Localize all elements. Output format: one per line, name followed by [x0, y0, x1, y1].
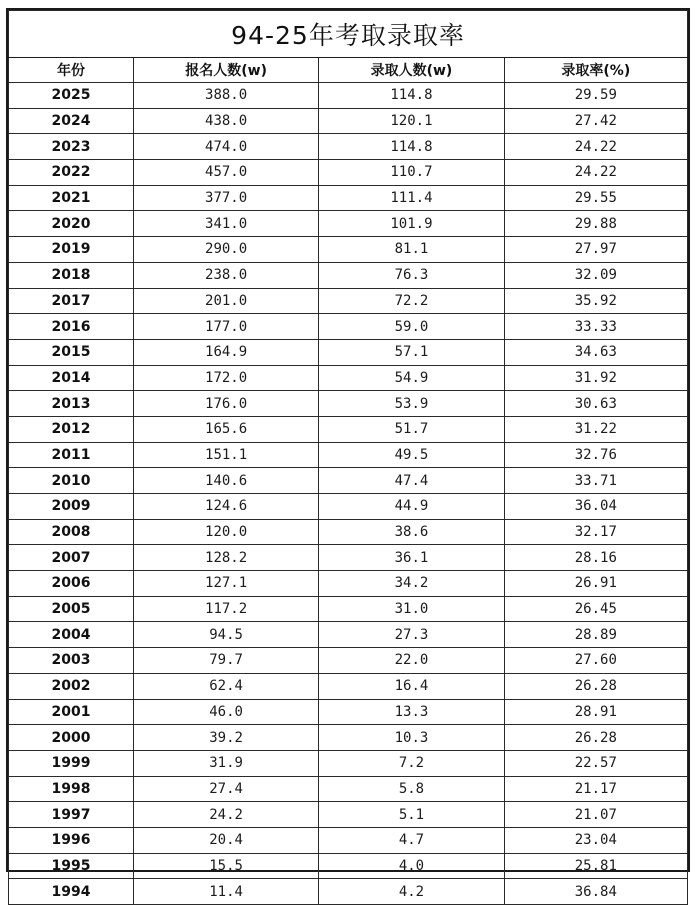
cell-rate: 26.45: [504, 596, 687, 622]
cell-year: 2014: [9, 365, 134, 391]
cell-applicants: 290.0: [133, 237, 318, 263]
cell-year: 2003: [9, 648, 134, 674]
cell-admitted: 7.2: [319, 750, 504, 776]
cell-year: 2020: [9, 211, 134, 237]
cell-applicants: 457.0: [133, 160, 318, 186]
cell-applicants: 20.4: [133, 827, 318, 853]
cell-year: 1996: [9, 827, 134, 853]
cell-year: 2012: [9, 416, 134, 442]
cell-applicants: 172.0: [133, 365, 318, 391]
cell-rate: 21.17: [504, 776, 687, 802]
cell-admitted: 111.4: [319, 185, 504, 211]
table-body: [9, 83, 688, 905]
cell-year: 2005: [9, 596, 134, 622]
admission-rate-sheet: [6, 8, 690, 900]
cell-admitted: 44.9: [319, 494, 504, 520]
cell-admitted: 81.1: [319, 237, 504, 263]
cell-applicants: 177.0: [133, 314, 318, 340]
cell-admitted: 5.8: [319, 776, 504, 802]
table-row: [9, 391, 688, 417]
cell-applicants: 438.0: [133, 108, 318, 134]
table-row: [9, 648, 688, 674]
table-row: [9, 571, 688, 597]
cell-admitted: 4.2: [319, 879, 504, 905]
cell-rate: 25.81: [504, 853, 687, 879]
cell-admitted: 4.7: [319, 827, 504, 853]
cell-applicants: 39.2: [133, 725, 318, 751]
cell-admitted: 120.1: [319, 108, 504, 134]
cell-admitted: 22.0: [319, 648, 504, 674]
header-row: [9, 58, 688, 83]
cell-year: 2024: [9, 108, 134, 134]
table-row: [9, 365, 688, 391]
cell-year: 2019: [9, 237, 134, 263]
cell-admitted: 5.1: [319, 802, 504, 828]
admission-rate-table: [8, 10, 688, 905]
cell-admitted: 114.8: [319, 83, 504, 109]
cell-year: 1995: [9, 853, 134, 879]
cell-year: 2025: [9, 83, 134, 109]
table-row: [9, 776, 688, 802]
cell-applicants: 79.7: [133, 648, 318, 674]
cell-applicants: 165.6: [133, 416, 318, 442]
cell-admitted: 4.0: [319, 853, 504, 879]
cell-applicants: 94.5: [133, 622, 318, 648]
cell-admitted: 34.2: [319, 571, 504, 597]
table-row: [9, 83, 688, 109]
cell-admitted: 31.0: [319, 596, 504, 622]
table-title: 94-25年考取录取率: [9, 11, 688, 58]
cell-rate: 31.92: [504, 365, 687, 391]
cell-rate: 30.63: [504, 391, 687, 417]
cell-applicants: 11.4: [133, 879, 318, 905]
cell-year: 2023: [9, 134, 134, 160]
table-row: [9, 879, 688, 905]
cell-admitted: 16.4: [319, 673, 504, 699]
cell-rate: 23.04: [504, 827, 687, 853]
cell-rate: 26.28: [504, 673, 687, 699]
cell-applicants: 140.6: [133, 468, 318, 494]
cell-year: 2015: [9, 339, 134, 365]
cell-applicants: 201.0: [133, 288, 318, 314]
cell-rate: 27.42: [504, 108, 687, 134]
cell-applicants: 62.4: [133, 673, 318, 699]
cell-rate: 26.91: [504, 571, 687, 597]
cell-year: 1997: [9, 802, 134, 828]
cell-admitted: 38.6: [319, 519, 504, 545]
cell-rate: 34.63: [504, 339, 687, 365]
table-row: [9, 494, 688, 520]
cell-rate: 33.33: [504, 314, 687, 340]
cell-admitted: 51.7: [319, 416, 504, 442]
cell-applicants: 128.2: [133, 545, 318, 571]
table-row: [9, 519, 688, 545]
table-row: [9, 750, 688, 776]
table-row: [9, 802, 688, 828]
cell-admitted: 76.3: [319, 262, 504, 288]
table-row: [9, 314, 688, 340]
cell-admitted: 10.3: [319, 725, 504, 751]
cell-year: 2010: [9, 468, 134, 494]
cell-rate: 35.92: [504, 288, 687, 314]
cell-year: 2004: [9, 622, 134, 648]
table-row: [9, 622, 688, 648]
table-row: [9, 237, 688, 263]
cell-rate: 27.60: [504, 648, 687, 674]
cell-rate: 28.89: [504, 622, 687, 648]
table-row: [9, 468, 688, 494]
cell-applicants: 341.0: [133, 211, 318, 237]
cell-year: 2008: [9, 519, 134, 545]
cell-rate: 29.88: [504, 211, 687, 237]
cell-rate: 22.57: [504, 750, 687, 776]
table-row: [9, 853, 688, 879]
table-row: [9, 262, 688, 288]
cell-year: 2017: [9, 288, 134, 314]
cell-applicants: 120.0: [133, 519, 318, 545]
table-row: [9, 211, 688, 237]
cell-rate: 29.55: [504, 185, 687, 211]
cell-admitted: 101.9: [319, 211, 504, 237]
table-row: [9, 134, 688, 160]
cell-rate: 36.84: [504, 879, 687, 905]
cell-admitted: 59.0: [319, 314, 504, 340]
table-row: [9, 339, 688, 365]
cell-year: 2009: [9, 494, 134, 520]
cell-admitted: 49.5: [319, 442, 504, 468]
table-row: [9, 416, 688, 442]
cell-admitted: 27.3: [319, 622, 504, 648]
table-row: [9, 185, 688, 211]
table-row: [9, 725, 688, 751]
table-row: [9, 108, 688, 134]
cell-year: 2013: [9, 391, 134, 417]
cell-year: 2007: [9, 545, 134, 571]
cell-year: 2000: [9, 725, 134, 751]
cell-applicants: 176.0: [133, 391, 318, 417]
cell-year: 1998: [9, 776, 134, 802]
cell-applicants: 474.0: [133, 134, 318, 160]
table-row: [9, 545, 688, 571]
cell-admitted: 53.9: [319, 391, 504, 417]
cell-rate: 27.97: [504, 237, 687, 263]
cell-year: 2002: [9, 673, 134, 699]
cell-year: 2011: [9, 442, 134, 468]
cell-year: 2001: [9, 699, 134, 725]
cell-applicants: 124.6: [133, 494, 318, 520]
cell-admitted: 54.9: [319, 365, 504, 391]
cell-applicants: 151.1: [133, 442, 318, 468]
cell-admitted: 36.1: [319, 545, 504, 571]
cell-year: 2016: [9, 314, 134, 340]
cell-rate: 31.22: [504, 416, 687, 442]
cell-admitted: 110.7: [319, 160, 504, 186]
cell-year: 1994: [9, 879, 134, 905]
cell-admitted: 72.2: [319, 288, 504, 314]
cell-rate: 26.28: [504, 725, 687, 751]
header-applicants: 报名人数(w): [133, 58, 318, 83]
table-row: [9, 596, 688, 622]
cell-year: 1999: [9, 750, 134, 776]
table-row: [9, 288, 688, 314]
cell-year: 2006: [9, 571, 134, 597]
cell-admitted: 57.1: [319, 339, 504, 365]
cell-year: 2018: [9, 262, 134, 288]
table-row: [9, 160, 688, 186]
cell-rate: 21.07: [504, 802, 687, 828]
header-rate: 录取率(%): [504, 58, 687, 83]
cell-rate: 33.71: [504, 468, 687, 494]
header-year: 年份: [9, 58, 134, 83]
cell-applicants: 117.2: [133, 596, 318, 622]
cell-rate: 36.04: [504, 494, 687, 520]
cell-year: 2022: [9, 160, 134, 186]
cell-applicants: 27.4: [133, 776, 318, 802]
cell-applicants: 46.0: [133, 699, 318, 725]
header-admitted: 录取人数(w): [319, 58, 504, 83]
cell-admitted: 13.3: [319, 699, 504, 725]
cell-applicants: 31.9: [133, 750, 318, 776]
cell-applicants: 15.5: [133, 853, 318, 879]
cell-rate: 28.16: [504, 545, 687, 571]
cell-applicants: 377.0: [133, 185, 318, 211]
cell-rate: 24.22: [504, 160, 687, 186]
table-row: [9, 442, 688, 468]
cell-rate: 32.17: [504, 519, 687, 545]
cell-rate: 32.76: [504, 442, 687, 468]
cell-applicants: 388.0: [133, 83, 318, 109]
cell-applicants: 127.1: [133, 571, 318, 597]
table-row: [9, 673, 688, 699]
cell-rate: 24.22: [504, 134, 687, 160]
cell-year: 2021: [9, 185, 134, 211]
cell-rate: 32.09: [504, 262, 687, 288]
cell-rate: 29.59: [504, 83, 687, 109]
table-row: [9, 827, 688, 853]
cell-admitted: 114.8: [319, 134, 504, 160]
cell-applicants: 238.0: [133, 262, 318, 288]
cell-admitted: 47.4: [319, 468, 504, 494]
table-row: [9, 699, 688, 725]
cell-applicants: 24.2: [133, 802, 318, 828]
cell-applicants: 164.9: [133, 339, 318, 365]
cell-rate: 28.91: [504, 699, 687, 725]
